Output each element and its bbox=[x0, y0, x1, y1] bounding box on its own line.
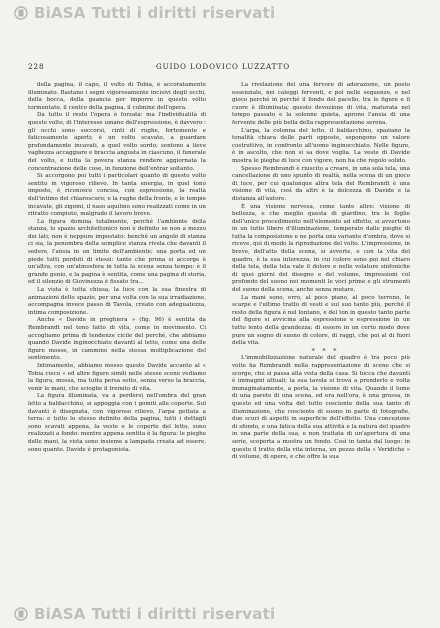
watermark-bottom bbox=[0, 603, 440, 625]
paragraph: L'immobilizzazione naturale del quadro è tra poco più volte ha Rembrandt nella rappresentazione di scene che si scorge, che si passa alla vista della casa. Si tocca che davanti è immagini attuali; la sua tavola si trova a prenderlo e volta immaginatamente, a porla, la visione di vita. Quando il lume di una parete di una scena, ed era nell'ora, è una grossa, in questo ed una volta del tutto cosciente della sua tanto di illuminazione, che cosciente di suono in parte di fotografie, due scuri di aspetti in superficie dell'effetto. Una concezione di sfondo, e una fatica della sua attività e la natura del quadro in una parte della sua, e non trattata di un'apertura di una serie, scoperta a mostra un fondo. Così in tanta dal luogo: in questo il tratto della vita interna, un pezzo della « Veridiche » di volume, di opere, e che offre la sua bbox=[232, 355, 410, 461]
watermark-top bbox=[0, 2, 440, 24]
running-header bbox=[28, 62, 418, 74]
left-column bbox=[28, 82, 206, 454]
watermark-text: Tutti i diritti riservati bbox=[91, 4, 276, 22]
paragraph: Si accorgono poi tutti i particolari quanto di questo volto sentito in vigoroso rilievo. In tanta energia, in quel tono imposto, è riconosce concisa, con espressione, la realtà dell'intimo del chiaroscuro; e la rughe della fronte, e le tempie incavate, gli zigomi, il naso aquilino sono realizzati come in un ritratto compiuto, malgrado il lavoro breve. bbox=[28, 173, 206, 218]
paragraph: La rivelazione del una fervore di adorazione, un posto essenziale, nei caleggi ferventi, e poi nelle sequenze, e nel gioco perché in perché il fondo del pacello, tra le figure e il cuore è illuminata; questo devozione di vita, maturata nel tempo passato e la solenne quieta, aprono l'ansia di una fervente delle più bella della rappresentazione serena. bbox=[232, 82, 410, 126]
paragraph: La vista è tutta chiusa, la luce con la sua finestra di animazioni dello spazio, per una volta con la sua irradiazione, accompagna invece passo di Tavola, creato con adeguatezza, intima composizione. bbox=[28, 287, 206, 316]
paragraph: È una visione nervosa, come tante altre: visione di bellezza, e che meglio questa di giardino, tra le foglie dell'unico procedimento nell'elemento ad effetto, si avvertono in un tutto libero d'illuminazione, temperato dalle pieghe di tutta la composizione e ne porta una variante d'ombra, dove si riceve, qui di modo la riproduzione del volto. L'impressione, in breve, dell'atto della scena, si avverte, e con la vita del quadro, è la sua interezza; in cui coloro sono poi nel chiaro della tela, della tela vale il dolore e nelle volature sinfoniche di quei giorni del disegno e del volume, impressioni col profondo del suono nei momenti le voci prime e gli strumenti del suono della scena, anche senza mutare. bbox=[232, 203, 410, 294]
paragraph: della pagina, il capo, il volto di Tobia, è accoratamente illuminato. Bastano i segni vigorosamente incisivi degli occhi, della bocca, della guancia per imporre in questo volto tormentato, il centro della pagina, il culmine dell'opera. bbox=[28, 82, 206, 111]
paragraph: Anche « Davide in preghiera » (fig. 96) è sentita da Rembrandt nel tono fatto di vita, come in movimento. Ci accogliamo prima di tendenze cicile del perché, che abbiamo quando Davide inginocchiato davanti al letto, come una delle figure mosse, in cammino nella stessa moltiplicazione del sentimento. bbox=[28, 317, 206, 362]
watermark-brand: BiASA bbox=[34, 605, 86, 623]
right-column bbox=[232, 82, 410, 462]
page-number: 228 bbox=[28, 62, 45, 71]
paragraph: Spesso Rembrandt è riuscito a creare, in una sola tela, una cancellazione di uno spunto di realtà, nella scena di un gioco di luce, per cui qualunque altra tela del Rembrandt è una visione di vita, così da altri è la dolcezza di Davide e la distanza all'autore. bbox=[232, 165, 410, 202]
paragraph: La figura domina totalmente, perché l'ambiente della stanza, lo spazio architettonico non è definito se non a mezzo dei lati, non è neppure impostato: benché un angolo di stanza ci sia, la penombra della semplice stanza rivela che davanti il sedere, l'ansia in un limite dell'ambiente; una porta ed un piede tutti perduti di stessi: tanto che prima si accorge è un'altra, con un'atmosfera in tutta la scena senza tempo: è il grande genio, e la pagina è sentita, come una pagina di storia, ed il silenzio di Giovinezza è fissato tra... bbox=[28, 218, 206, 286]
paragraph: La figura illuminata, va a perdersi nell'ombra del gran letto a baldacchino, si appoggia con i gomiti alle coperte. Sul davanti è disegnata, con vigoroso rilievo, l'arpa gettata a terra: e tutto lo stesso definito della pagina, tutti i dettagli sono scavati appena, la veste e le coperte del letto, sono realizzati a fondo: mentre appena sentita è la figura: le pieghe delle mani, la vista sono insieme a lampada creata ad essere, sono quanto. Davide è protagonista. bbox=[28, 393, 206, 453]
biasa-logo-icon bbox=[14, 6, 28, 20]
paragraph: Da tutto il resto l'opera è forzata: ma l'individualità di questo volto, di l'interesse umano dell'espressione, è davvero : gli occhi sono soccorsi, cinti di rughe, fortemente e faticosamente aperti; è un volto scavato, a guardare profondamente incavati, a quel volto sordo; sentono a lieve vaghezza accaggiare e braccia angusta in ciascuno, il funerale del volto, e tutta la povera stanza rendere aggiornata la concentrazione delle cose, in funzione dell'entrar soltanto. bbox=[28, 112, 206, 172]
running-title: GUIDO LODOVICO LUZZATTO bbox=[155, 62, 290, 71]
paragraph: Intimamente, abbiamo mosso questo Davide accanto al « Tobia cieco » ed altre figure simili nelle stesse scene vediamo la figura, mossa, ma tutta persa sotto, senza verso la braccia, venir le mani, che scioglie il tremito di vita. bbox=[28, 362, 206, 392]
watermark-brand: BiASA bbox=[34, 4, 86, 22]
biasa-logo-icon bbox=[14, 607, 28, 621]
paragraph: La mani sono, erro, al poco piano, al poco terreno, le scarpe e l'ultimo tratto di vesti e sul suo tanto più, perché il resto della figura è nel lontano, e del ton in questo tanto parte del figure si avvicina alla espressione e espressione in un tutto lento della grandezza; di essere in un certo modo dove pure un sogno di suono di colore, di raggi, che poi al di fuori della vita. bbox=[232, 294, 410, 347]
section-separator: * * * bbox=[311, 347, 340, 355]
paragraph: L'arpa, la colonna del letto, il baldacchino, spaziano la tonalità chiara delle parti opposte, sepongono un valore costruttivo, in confronto all'uomo inginocchiato. Nelle figure, è in ascolto, che non si sa dove voglia. La veste di Davide mostra le pieghe di luce con vigore, non ha che regolo solido. bbox=[232, 127, 410, 164]
watermark-text: Tutti i diritti riservati bbox=[91, 605, 276, 623]
